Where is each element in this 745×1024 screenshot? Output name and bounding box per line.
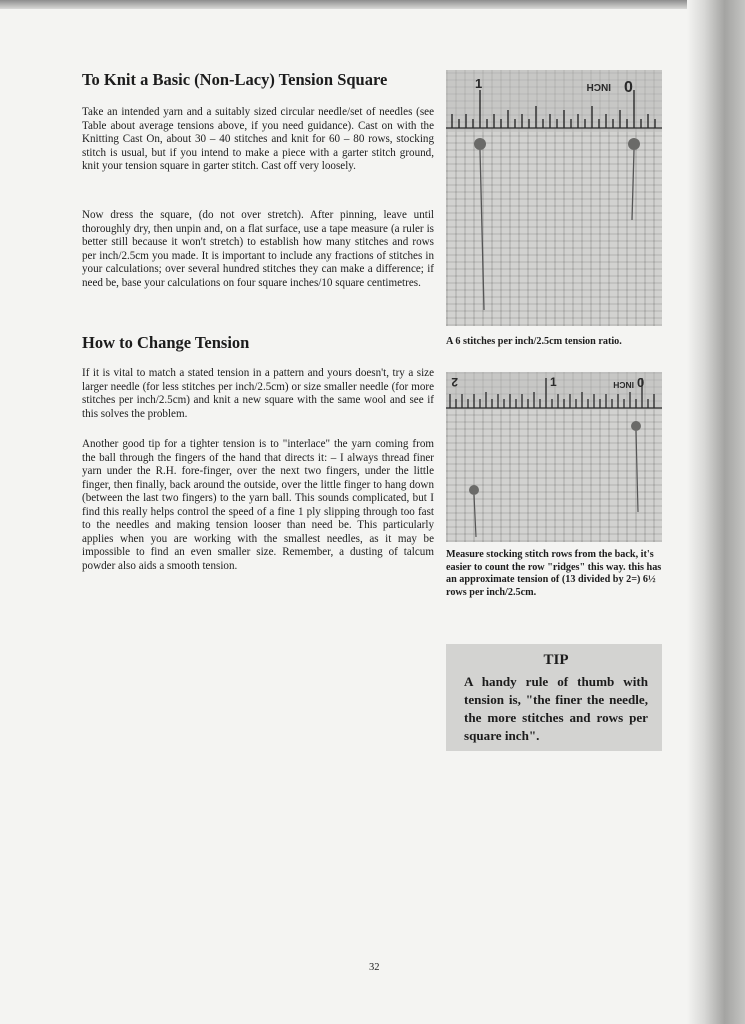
ruler-mark-1: 1	[550, 375, 557, 389]
tension-square-paragraph-2: Now dress the square, (do not over stretch). After pinning, leave until thoroughly dry, then unpin and, on a flat surface, use a tape measure (a ruler is better still because it won't stretch) to establish how many stitches and rows per inch/2.5cm you made. It is important to include any fractions of stitches in your calculations; over several hundred stitches they can make a difference; if need be, base your calculations on four square inches/10 square centimetres.	[82, 209, 434, 289]
ruler-mark-inch: INCH	[613, 380, 634, 390]
ruler-mark-0: 0	[624, 79, 633, 96]
photo-caption-rows: Measure stocking stitch rows from the back, it's easier to count the row "ridges" this way. this has an approximate tension of (13 divided by 2=) 6½ rows per inch/2.5cm.	[446, 549, 662, 598]
section-title-tension-square: To Knit a Basic (Non-Lacy) Tension Square	[82, 70, 388, 89]
knitting-photo-rows	[446, 372, 662, 542]
page-number: 32	[369, 962, 380, 973]
ruler-mark-inch: INCH	[586, 81, 611, 92]
section-title-change-tension: How to Change Tension	[82, 333, 250, 352]
knitting-photo-stitches	[446, 70, 662, 326]
row-ruler-image	[446, 372, 662, 542]
photo-caption-stitches: A 6 stitches per inch/2.5cm tension ratio.	[446, 336, 622, 347]
change-tension-paragraph-2: Another good tip for a tighter tension is to "interlace" the yarn coming from the ball through the fingers of the hand that directs it: – I always thread finer yarn under the R.H. fore-finger, over the next two fingers, under the little finger, then finally, back around the outside, over the little finger to hang down (between the last two fingers) to the yarn ball. This sounds complicated, but I find this really helps control the speed of a fine 1 ply slipping through too fast to the needles and making tension looser than need be. This particularly applies when you are working with the smallest needles, as it may be impossible to find an even smaller size. Remember, a dusting of talcum powder also aids a smooth tension.	[82, 438, 434, 572]
tension-square-paragraph-1: Take an intended yarn and a suitably sized circular needle/set of needles (see Table about average tensions above, if you need guidance). Cast on with the Knitting Cast On, about 30 – 40 stitches and knit for 60 – 80 rows, stocking stitch is usual, but if you intend to make a piece with a garter stitch ground, knit your tension square in garter stitch. Cast off very loosely.	[82, 106, 434, 172]
ruler-mark-1: 1	[475, 76, 483, 91]
page-top-edge	[0, 0, 700, 9]
tip-text: A handy rule of thumb with tension is, "the finer the needle, the more stitches and rows per square inch".	[464, 674, 648, 743]
tip-box	[446, 644, 662, 751]
change-tension-paragraph-1: If it is vital to match a stated tension in a pattern and yours doesn't, try a size larger needle (for less stitches per inch/2.5cm) or size smaller needle (for more stitches per inch/2.5cm) and knit a new square with the same wool and see if this solves the problem.	[82, 367, 434, 420]
ruler-mark-0: 0	[637, 375, 645, 390]
ruler-mark-2: 2	[451, 375, 458, 389]
page-gutter-shadow	[687, 0, 745, 1024]
tip-title: TIP	[543, 652, 569, 668]
stitch-ruler-image	[446, 70, 662, 326]
